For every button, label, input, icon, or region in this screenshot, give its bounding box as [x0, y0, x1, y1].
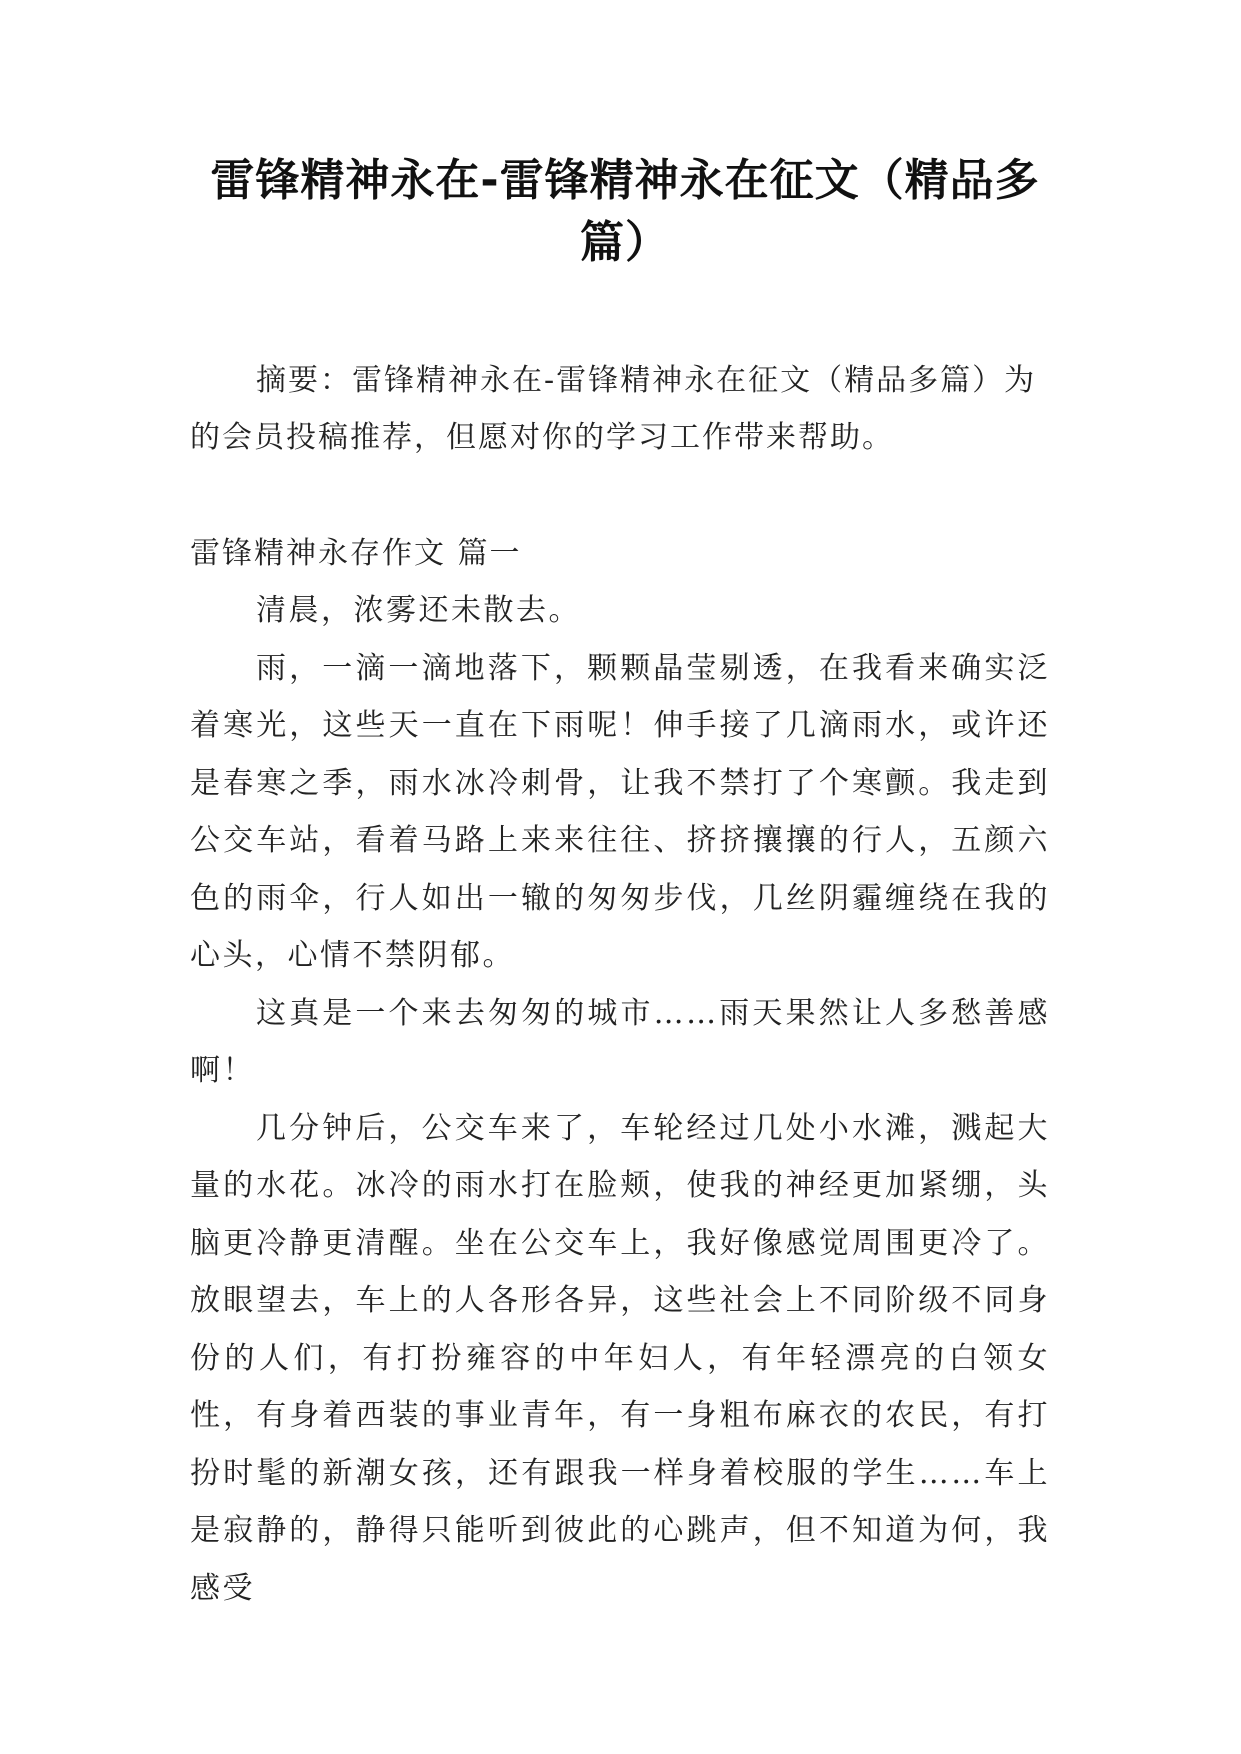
document-title: 雷锋精神永在-雷锋精神永在征文（精品多篇） — [210, 155, 1040, 268]
body-paragraph: 清晨，浓雾还未散去。 — [256, 593, 581, 628]
body-paragraph: 这真是一个来去匆匆的城市……雨天果然让人多愁善感啊！ — [190, 995, 1050, 1088]
body-paragraph: 几分钟后，公交车来了，车轮经过几处小水滩，溅起大量的水花。冰冷的雨水打在脸颊，使我的神经更加紧绷，头脑更冷静更清醒。坐在公交车上，我好像感觉周围更冷了。放眼望去，车上的人各形各异，这些社会上不同阶级不同身份的人们，有打扮雍容的中年妇人，有年轻漂亮的白领女性，有身着西装的事业青年，有一身粗布麻衣的农民，有打扮时髦的新潮女孩，还有跟我一样身着校服的学生……车上是寂静的，静得只能听到彼此的心跳声，但不知道为何，我感受 — [190, 1110, 1050, 1606]
abstract-paragraph: 摘要：雷锋精神永在-雷锋精神永在征文（精品多篇）为的会员投稿推荐，但愿对你的学习工作带来帮助。 — [190, 363, 1037, 455]
body-paragraph: 雨，一滴一滴地落下，颗颗晶莹剔透，在我看来确实泛着寒光，这些天一直在下雨呢！伸手接了几滴雨水，或许还是春寒之季，雨水冰冷刺骨，让我不禁打了个寒颤。我走到公交车站，看着马路上来来往往、挤挤攘攘的行人，五颜六色的雨伞，行人如出一辙的匆匆步伐，几丝阴霾缠绕在我的心头，心情不禁阴郁。 — [190, 650, 1050, 973]
article-body — [190, 582, 1050, 1617]
section-heading: 雷锋精神永存作文 篇一 — [190, 536, 522, 571]
